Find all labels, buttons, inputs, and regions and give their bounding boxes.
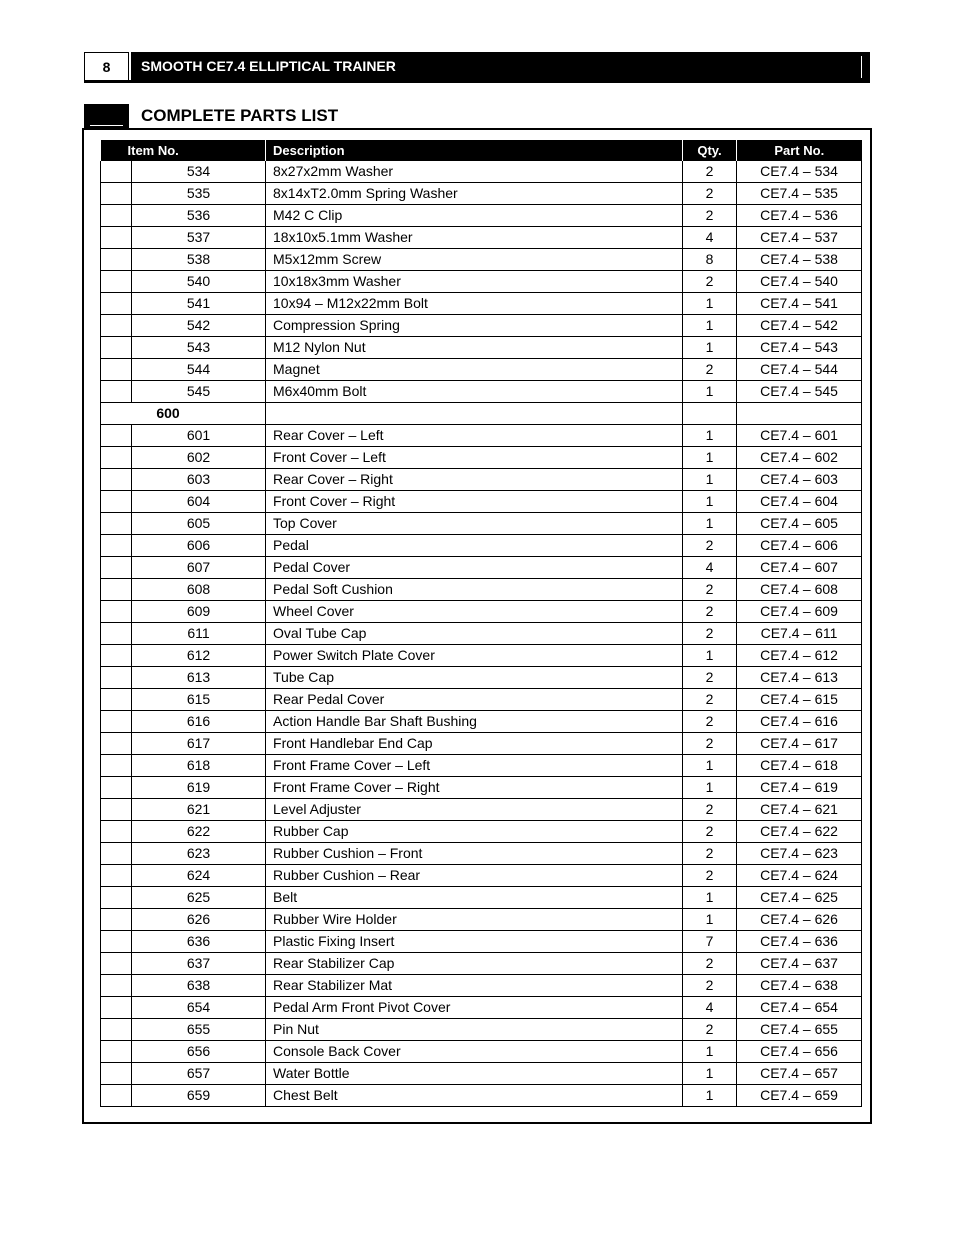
item-no: 540 <box>132 271 266 293</box>
row-gutter <box>101 337 132 359</box>
row-gutter <box>101 205 132 227</box>
item-part-no: CE7.4 – 535 <box>737 183 862 205</box>
item-qty: 1 <box>683 1085 737 1107</box>
item-part-no: CE7.4 – 605 <box>737 513 862 535</box>
row-gutter <box>101 689 132 711</box>
item-description: Rear Stabilizer Mat <box>266 975 683 997</box>
table-row <box>101 645 862 667</box>
item-description: Pedal Soft Cushion <box>266 579 683 601</box>
item-description: Tube Cap <box>266 667 683 689</box>
item-part-no: CE7.4 – 638 <box>737 975 862 997</box>
table-row <box>101 1041 862 1063</box>
column-header-description: Description <box>266 140 683 161</box>
item-part-no: CE7.4 – 537 <box>737 227 862 249</box>
item-description: Water Bottle <box>266 1063 683 1085</box>
item-description: Magnet <box>266 359 683 381</box>
item-qty: 1 <box>683 315 737 337</box>
page-number: 8 <box>84 52 129 80</box>
item-qty: 2 <box>683 601 737 623</box>
item-qty: 1 <box>683 755 737 777</box>
item-no: 602 <box>132 447 266 469</box>
item-part-no: CE7.4 – 612 <box>737 645 862 667</box>
table-row <box>101 337 862 359</box>
item-description: Top Cover <box>266 513 683 535</box>
item-qty: 1 <box>683 513 737 535</box>
table-row <box>101 953 862 975</box>
item-no: 611 <box>132 623 266 645</box>
row-gutter <box>101 469 132 491</box>
item-qty: 1 <box>683 381 737 403</box>
parts-table <box>100 140 862 1107</box>
item-part-no: CE7.4 – 637 <box>737 953 862 975</box>
table-row <box>101 667 862 689</box>
item-no: 636 <box>132 931 266 953</box>
item-no: 545 <box>132 381 266 403</box>
item-description: Compression Spring <box>266 315 683 337</box>
item-description: Front Frame Cover – Right <box>266 777 683 799</box>
item-description: Console Back Cover <box>266 1041 683 1063</box>
item-part-no: CE7.4 – 623 <box>737 843 862 865</box>
item-no: 535 <box>132 183 266 205</box>
item-part-no: CE7.4 – 626 <box>737 909 862 931</box>
item-qty: 1 <box>683 645 737 667</box>
row-gutter <box>101 425 132 447</box>
item-qty <box>683 403 737 425</box>
item-no: 543 <box>132 337 266 359</box>
group-row <box>101 403 862 425</box>
item-no: 618 <box>132 755 266 777</box>
item-qty: 7 <box>683 931 737 953</box>
table-row <box>101 887 862 909</box>
item-no: 542 <box>132 315 266 337</box>
item-part-no: CE7.4 – 607 <box>737 557 862 579</box>
item-qty: 1 <box>683 777 737 799</box>
item-part-no: CE7.4 – 615 <box>737 689 862 711</box>
item-no: 536 <box>132 205 266 227</box>
item-qty: 4 <box>683 557 737 579</box>
item-qty: 1 <box>683 293 737 315</box>
table-row <box>101 733 862 755</box>
item-part-no <box>737 403 862 425</box>
item-no: 608 <box>132 579 266 601</box>
item-part-no: CE7.4 – 625 <box>737 887 862 909</box>
item-qty: 4 <box>683 227 737 249</box>
item-qty: 1 <box>683 447 737 469</box>
item-no: 612 <box>132 645 266 667</box>
item-no: 622 <box>132 821 266 843</box>
item-description: M6x40mm Bolt <box>266 381 683 403</box>
item-description: 10x18x3mm Washer <box>266 271 683 293</box>
item-part-no: CE7.4 – 601 <box>737 425 862 447</box>
item-qty: 2 <box>683 865 737 887</box>
item-qty: 2 <box>683 1019 737 1041</box>
item-part-no: CE7.4 – 545 <box>737 381 862 403</box>
table-row <box>101 227 862 249</box>
table-row <box>101 623 862 645</box>
row-gutter <box>101 997 132 1019</box>
item-part-no: CE7.4 – 609 <box>737 601 862 623</box>
item-no: 637 <box>132 953 266 975</box>
item-no: 537 <box>132 227 266 249</box>
item-part-no: CE7.4 – 540 <box>737 271 862 293</box>
item-description: Pedal Arm Front Pivot Cover <box>266 997 683 1019</box>
item-part-no: CE7.4 – 616 <box>737 711 862 733</box>
item-qty: 8 <box>683 249 737 271</box>
row-gutter <box>101 293 132 315</box>
row-gutter <box>101 755 132 777</box>
item-description: Action Handle Bar Shaft Bushing <box>266 711 683 733</box>
row-gutter <box>101 315 132 337</box>
table-row <box>101 1019 862 1041</box>
item-qty: 2 <box>683 161 737 183</box>
item-part-no: CE7.4 – 606 <box>737 535 862 557</box>
item-no: 534 <box>132 161 266 183</box>
item-description: Rear Cover – Right <box>266 469 683 491</box>
section-title: COMPLETE PARTS LIST <box>141 106 339 125</box>
table-row <box>101 271 862 293</box>
item-qty: 2 <box>683 843 737 865</box>
table-row <box>101 161 862 183</box>
item-part-no: CE7.4 – 659 <box>737 1085 862 1107</box>
item-part-no: CE7.4 – 624 <box>737 865 862 887</box>
item-description: Rubber Cushion – Rear <box>266 865 683 887</box>
item-description: Rear Cover – Left <box>266 425 683 447</box>
column-header-qty: Qty. <box>683 140 737 161</box>
item-part-no: CE7.4 – 657 <box>737 1063 862 1085</box>
row-gutter <box>101 535 132 557</box>
item-no: 609 <box>132 601 266 623</box>
item-no: 606 <box>132 535 266 557</box>
table-row <box>101 469 862 491</box>
item-part-no: CE7.4 – 536 <box>737 205 862 227</box>
row-gutter <box>101 645 132 667</box>
table-row <box>101 799 862 821</box>
item-no: 616 <box>132 711 266 733</box>
row-gutter <box>101 843 132 865</box>
item-no: 617 <box>132 733 266 755</box>
item-part-no: CE7.4 – 543 <box>737 337 862 359</box>
item-part-no: CE7.4 – 655 <box>737 1019 862 1041</box>
row-gutter <box>101 711 132 733</box>
row-gutter <box>101 909 132 931</box>
item-description <box>266 403 683 425</box>
row-gutter <box>101 623 132 645</box>
item-no: 624 <box>132 865 266 887</box>
item-part-no: CE7.4 – 604 <box>737 491 862 513</box>
item-qty: 2 <box>683 667 737 689</box>
item-no: 623 <box>132 843 266 865</box>
item-part-no: CE7.4 – 544 <box>737 359 862 381</box>
item-description: Chest Belt <box>266 1085 683 1107</box>
row-gutter <box>101 447 132 469</box>
item-part-no: CE7.4 – 619 <box>737 777 862 799</box>
table-row <box>101 491 862 513</box>
item-qty: 2 <box>683 689 737 711</box>
item-no: 615 <box>132 689 266 711</box>
item-description: Power Switch Plate Cover <box>266 645 683 667</box>
table-row <box>101 755 862 777</box>
item-part-no: CE7.4 – 621 <box>737 799 862 821</box>
item-part-no: CE7.4 – 613 <box>737 667 862 689</box>
row-gutter <box>101 975 132 997</box>
item-description: Rubber Wire Holder <box>266 909 683 931</box>
table-row <box>101 997 862 1019</box>
item-part-no: CE7.4 – 622 <box>737 821 862 843</box>
item-qty: 2 <box>683 821 737 843</box>
item-qty: 2 <box>683 953 737 975</box>
column-header-part-no: Part No. <box>737 140 862 161</box>
row-gutter <box>101 183 132 205</box>
item-description: Front Frame Cover – Left <box>266 755 683 777</box>
table-row <box>101 359 862 381</box>
table-row <box>101 535 862 557</box>
table-row <box>101 425 862 447</box>
row-gutter <box>101 1041 132 1063</box>
item-no: 657 <box>132 1063 266 1085</box>
row-gutter <box>101 557 132 579</box>
item-description: 10x94 – M12x22mm Bolt <box>266 293 683 315</box>
table-row <box>101 183 862 205</box>
item-description: M12 Nylon Nut <box>266 337 683 359</box>
table-row <box>101 601 862 623</box>
table-row <box>101 249 862 271</box>
row-gutter <box>101 271 132 293</box>
item-part-no: CE7.4 – 654 <box>737 997 862 1019</box>
row-gutter <box>101 359 132 381</box>
item-no: 621 <box>132 799 266 821</box>
item-description: M42 C Clip <box>266 205 683 227</box>
row-gutter <box>101 821 132 843</box>
table-row <box>101 1085 862 1107</box>
item-qty: 4 <box>683 997 737 1019</box>
item-qty: 2 <box>683 711 737 733</box>
item-description: Rubber Cap <box>266 821 683 843</box>
row-gutter <box>101 667 132 689</box>
item-description: Front Cover – Left <box>266 447 683 469</box>
item-description: Level Adjuster <box>266 799 683 821</box>
item-description: Oval Tube Cap <box>266 623 683 645</box>
row-gutter <box>101 799 132 821</box>
item-part-no: CE7.4 – 608 <box>737 579 862 601</box>
row-gutter <box>101 381 132 403</box>
item-part-no: CE7.4 – 603 <box>737 469 862 491</box>
item-no: 619 <box>132 777 266 799</box>
page-header <box>84 52 870 83</box>
item-part-no: CE7.4 – 602 <box>737 447 862 469</box>
item-no: 659 <box>132 1085 266 1107</box>
item-no: 538 <box>132 249 266 271</box>
item-no: 638 <box>132 975 266 997</box>
item-no: 655 <box>132 1019 266 1041</box>
item-qty: 2 <box>683 271 737 293</box>
table-row <box>101 865 862 887</box>
row-gutter <box>101 887 132 909</box>
row-gutter <box>101 161 132 183</box>
section-marker <box>84 104 129 130</box>
row-gutter <box>101 601 132 623</box>
row-gutter <box>101 953 132 975</box>
item-qty: 2 <box>683 975 737 997</box>
item-description: Belt <box>266 887 683 909</box>
row-gutter <box>101 227 132 249</box>
table-row <box>101 447 862 469</box>
item-description: Front Handlebar End Cap <box>266 733 683 755</box>
item-description: Pin Nut <box>266 1019 683 1041</box>
item-part-no: CE7.4 – 611 <box>737 623 862 645</box>
item-qty: 1 <box>683 887 737 909</box>
item-qty: 2 <box>683 535 737 557</box>
row-gutter <box>101 1019 132 1041</box>
item-qty: 1 <box>683 425 737 447</box>
item-qty: 2 <box>683 205 737 227</box>
item-no: 603 <box>132 469 266 491</box>
row-gutter <box>101 865 132 887</box>
table-row <box>101 975 862 997</box>
item-description: M5x12mm Screw <box>266 249 683 271</box>
item-no: 601 <box>132 425 266 447</box>
row-gutter <box>101 777 132 799</box>
item-no: 604 <box>132 491 266 513</box>
item-qty: 1 <box>683 469 737 491</box>
item-no: 626 <box>132 909 266 931</box>
item-qty: 1 <box>683 491 737 513</box>
item-part-no: CE7.4 – 534 <box>737 161 862 183</box>
item-part-no: CE7.4 – 538 <box>737 249 862 271</box>
item-description: Rear Stabilizer Cap <box>266 953 683 975</box>
item-no: 541 <box>132 293 266 315</box>
table-row <box>101 689 862 711</box>
item-qty: 2 <box>683 799 737 821</box>
item-description: Plastic Fixing Insert <box>266 931 683 953</box>
item-part-no: CE7.4 – 541 <box>737 293 862 315</box>
item-no: 544 <box>132 359 266 381</box>
table-row <box>101 777 862 799</box>
table-row <box>101 931 862 953</box>
group-item-no: 600 <box>101 403 266 425</box>
table-row <box>101 1063 862 1085</box>
row-gutter <box>101 249 132 271</box>
table-row <box>101 843 862 865</box>
item-no: 607 <box>132 557 266 579</box>
item-description: Front Cover – Right <box>266 491 683 513</box>
table-row <box>101 513 862 535</box>
row-gutter <box>101 733 132 755</box>
item-description: Wheel Cover <box>266 601 683 623</box>
item-qty: 2 <box>683 733 737 755</box>
table-row <box>101 821 862 843</box>
item-description: Rubber Cushion – Front <box>266 843 683 865</box>
item-no: 613 <box>132 667 266 689</box>
document-title: SMOOTH CE7.4 ELLIPTICAL TRAINER <box>131 52 870 80</box>
table-body <box>101 161 862 1107</box>
item-part-no: CE7.4 – 617 <box>737 733 862 755</box>
row-gutter <box>101 491 132 513</box>
table-row <box>101 909 862 931</box>
item-part-no: CE7.4 – 636 <box>737 931 862 953</box>
row-gutter <box>101 1063 132 1085</box>
row-gutter <box>101 1085 132 1107</box>
item-qty: 1 <box>683 1041 737 1063</box>
item-qty: 2 <box>683 579 737 601</box>
item-qty: 2 <box>683 623 737 645</box>
table-row <box>101 579 862 601</box>
item-no: 625 <box>132 887 266 909</box>
item-qty: 1 <box>683 1063 737 1085</box>
item-qty: 1 <box>683 337 737 359</box>
table-row <box>101 315 862 337</box>
item-description: Pedal Cover <box>266 557 683 579</box>
item-part-no: CE7.4 – 542 <box>737 315 862 337</box>
row-gutter <box>101 579 132 601</box>
item-no: 654 <box>132 997 266 1019</box>
column-header-item-no: Item No. <box>101 140 266 161</box>
table-row <box>101 293 862 315</box>
table-header-row <box>101 140 862 161</box>
table-row <box>101 711 862 733</box>
table-row <box>101 557 862 579</box>
item-qty: 2 <box>683 359 737 381</box>
table-row <box>101 205 862 227</box>
item-no: 656 <box>132 1041 266 1063</box>
item-part-no: CE7.4 – 618 <box>737 755 862 777</box>
item-qty: 2 <box>683 183 737 205</box>
item-no: 605 <box>132 513 266 535</box>
item-description: Pedal <box>266 535 683 557</box>
item-part-no: CE7.4 – 656 <box>737 1041 862 1063</box>
table-row <box>101 381 862 403</box>
item-description: 18x10x5.1mm Washer <box>266 227 683 249</box>
row-gutter <box>101 513 132 535</box>
row-gutter <box>101 931 132 953</box>
item-qty: 1 <box>683 909 737 931</box>
item-description: 8x27x2mm Washer <box>266 161 683 183</box>
item-description: 8x14xT2.0mm Spring Washer <box>266 183 683 205</box>
item-description: Rear Pedal Cover <box>266 689 683 711</box>
